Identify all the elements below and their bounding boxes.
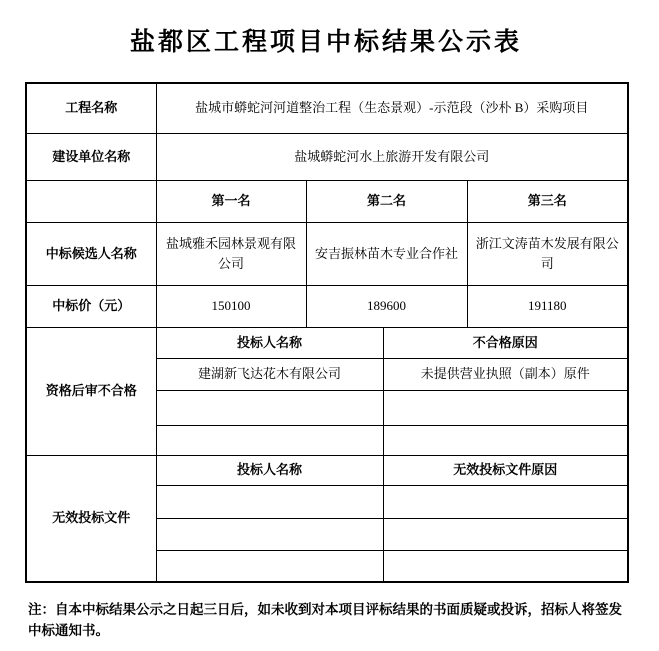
page-title: 盐都区工程项目中标结果公示表 [129,29,522,56]
owner-label: 建设单位名称 [26,133,156,180]
owner-value: 盐城蟒蛇河水上旅游开发有限公司 [156,133,628,180]
candidates-label: 中标候选人名称 [26,222,156,285]
price-row [26,285,628,327]
project-name-row [26,83,628,133]
empty-cell [383,550,628,582]
invalid-section-label: 无效投标文件 [26,455,156,582]
empty-cell [156,518,383,550]
invalid-header-row [26,455,628,485]
empty-cell [383,390,628,425]
owner-row [26,133,628,180]
empty-cell [156,425,383,455]
candidate-first: 盐城雅禾园林景观有限公司 [156,222,306,285]
empty-cell [383,518,628,550]
unqualified-bidder-header: 投标人名称 [156,327,383,358]
price-third: 191180 [467,285,628,327]
unqualified-reason-header: 不合格原因 [383,327,628,358]
bid-result-table [25,82,629,583]
empty-cell [26,180,156,222]
price-label: 中标价（元） [26,285,156,327]
rank-header-third: 第三名 [467,180,628,222]
rank-header-second: 第二名 [306,180,467,222]
footnote: 注：自本中标结果公示之日起三日后，如未收到对本项目评标结果的书面质疑或投诉，招标人将签发中标通知书。 [28,602,622,638]
price-second: 189600 [306,285,467,327]
unqualified-bidder: 建湖新飞达花木有限公司 [156,358,383,390]
empty-cell [156,390,383,425]
empty-cell [383,425,628,455]
unqualified-header-row [26,327,628,358]
candidate-third: 浙江文涛苗木发展有限公司 [467,222,628,285]
project-name-label: 工程名称 [26,83,156,133]
candidates-row [26,222,628,285]
candidate-second: 安吉振林苗木专业合作社 [306,222,467,285]
empty-cell [156,485,383,518]
invalid-reason-header: 无效投标文件原因 [383,455,628,485]
unqualified-reason: 未提供营业执照（副本）原件 [383,358,628,390]
invalid-bidder-header: 投标人名称 [156,455,383,485]
rank-header-row [26,180,628,222]
empty-cell [156,550,383,582]
unqualified-section-label: 资格后审不合格 [26,327,156,455]
project-name-value: 盐城市蟒蛇河河道整治工程（生态景观）-示范段（沙朴 B）采购项目 [156,83,628,133]
empty-cell [383,485,628,518]
price-first: 150100 [156,285,306,327]
rank-header-first: 第一名 [156,180,306,222]
